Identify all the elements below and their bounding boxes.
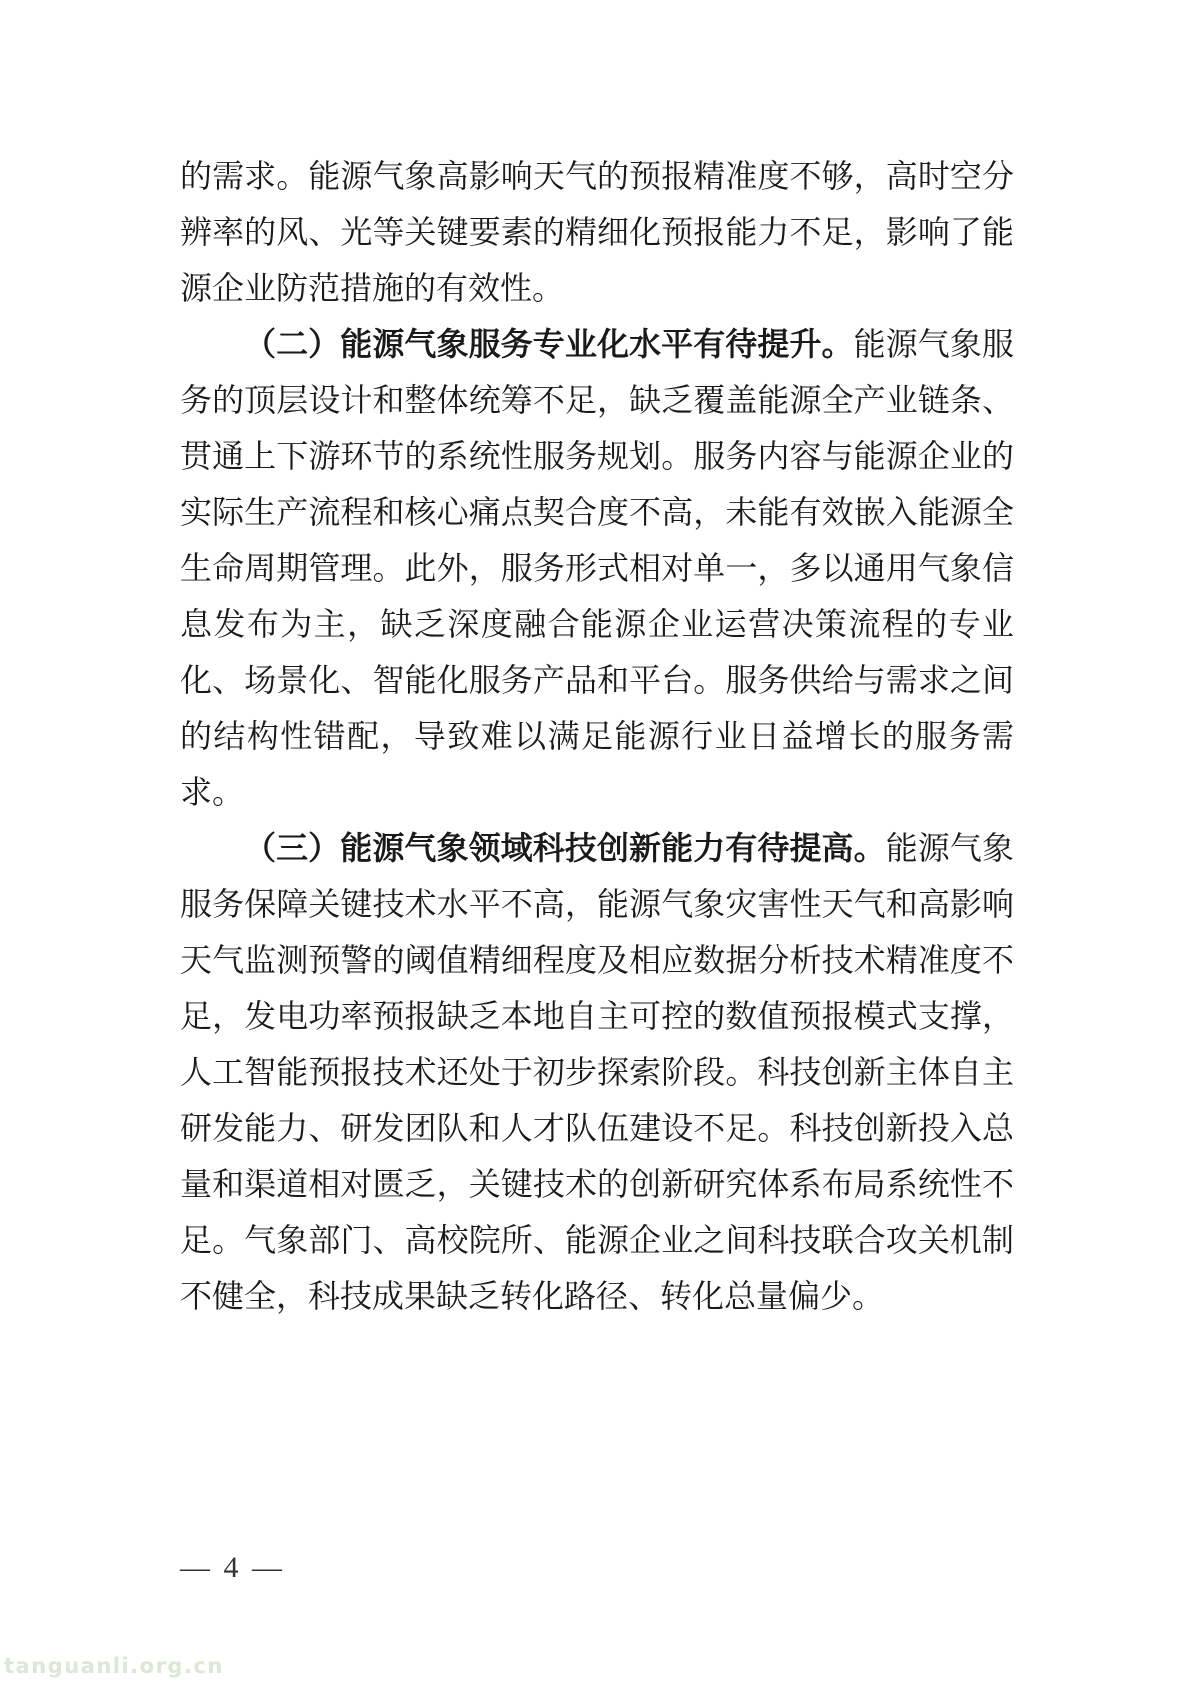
section-3-heading: （三）能源气象领域科技创新能力有待提高。 xyxy=(244,830,886,866)
section-2-heading: （二）能源气象服务专业化水平有待提升。 xyxy=(244,326,854,362)
page-number: — 4 — xyxy=(180,1551,285,1584)
paragraph-text: 能源气象服务保障关键技术水平不高，能源气象灾害性天气和高影响天气监测预警的阈值精细程度及相应数据分析技术精准度不足，发电功率预报缺乏本地自主可控的数值预报模式支撑，人工智能预报技术还处于初步探索阶段。科技创新主体自主研发能力、研发团队和人才队伍建设不足。科技创新投入总量和渠道相对匮乏，关键技术的创新研究体系布局系统性不足。气象部门、高校院所、能源企业之间科技联合攻关机制不健全，科技成果缺乏转化路径、转化总量偏少。 xyxy=(180,830,1014,1314)
paragraph-section-3 xyxy=(180,820,1014,1324)
paragraph-section-2 xyxy=(180,316,1014,820)
paragraph-text: 的需求。能源气象高影响天气的预报精准度不够，高时空分辨率的风、光等关键要素的精细化预报能力不足，影响了能源企业防范措施的有效性。 xyxy=(180,158,1014,306)
watermark-text: tanguanli.org.cn xyxy=(4,1654,224,1678)
paragraph-continuation xyxy=(180,148,1014,316)
paragraph-text: 能源气象服务的顶层设计和整体统筹不足，缺乏覆盖能源全产业链条、贯通上下游环节的系统性服务规划。服务内容与能源企业的实际生产流程和核心痛点契合度不高，未能有效嵌入能源全生命周期管理。此外，服务形式相对单一，多以通用气象信息发布为主，缺乏深度融合能源企业运营决策流程的专业化、场景化、智能化服务产品和平台。服务供给与需求之间的结构性错配，导致难以满足能源行业日益增长的服务需求。 xyxy=(180,326,1014,810)
document-body xyxy=(180,148,1014,1324)
